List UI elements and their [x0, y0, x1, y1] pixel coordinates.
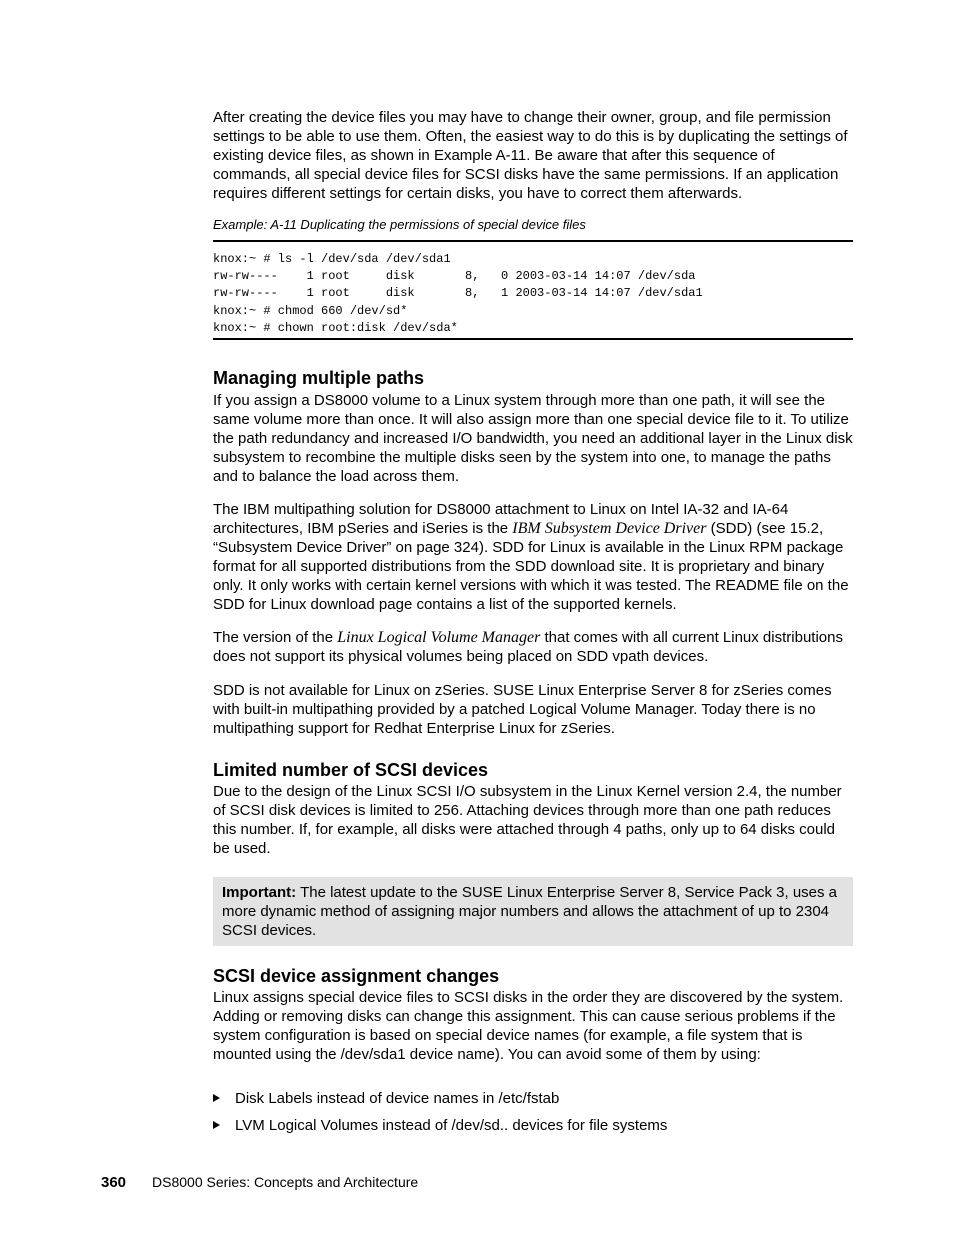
- example-code-box: [213, 240, 853, 340]
- section-heading-scsi-assignment: SCSI device assignment changes: [213, 966, 500, 986]
- section1-body: [213, 391, 853, 486]
- section-heading-managing-paths: Managing multiple paths: [213, 368, 425, 388]
- intro-paragraph-block: [213, 108, 853, 203]
- section1-paragraph-4-block: [213, 681, 853, 738]
- bullet-text: Disk Labels instead of device names in /etc/fstab: [235, 1090, 560, 1107]
- section1-paragraph-4: SDD is not available for Linux on zSeries. SUSE Linux Enterprise Server 8 for zSeries comes with built-in multipathing provided by a patched Logical Volume Manager. Today there is no multipathing support for Redhat Enterprise Linux for zSeries.: [213, 682, 832, 737]
- page-number: 360: [101, 1174, 127, 1191]
- example-caption: Example: A-11 Duplicating the permissions of special device files: [213, 217, 586, 232]
- section1-paragraph-3: [213, 628, 853, 666]
- p3-emphasis: Linux Logical Volume Manager: [337, 629, 541, 646]
- p3-text-a: The version of the: [213, 629, 338, 646]
- important-note-box: [213, 877, 853, 946]
- p2-text-a: The IBM multipathing solution for DS8000 attachment to Linux on Intel IA-32 and IA-64 architectures, IBM pSeries and iSeries is the: [213, 501, 789, 537]
- example-code: knox:~ # ls -l /dev/sda /dev/sda1 rw-rw---- 1 root disk 8, 0 2003-03-14 14:07 /dev/sda rw-rw---- 1 root disk 8, 1 2003-03-14 14:07 /dev/sda1 knox:~ # chmod 660 /dev/sd* knox:~ # chown root:disk /dev/sda*: [213, 252, 703, 335]
- section2-paragraph-1: Due to the design of the Linux SCSI I/O subsystem in the Linux Kernel version 2.4, the number of SCSI disk devices is limited to 256. Attaching devices through more than one path reduces this number. If, for example, all disks were attached through 4 paths, only up to 64 disks could be used.: [213, 783, 842, 857]
- important-label: Important:: [222, 884, 297, 901]
- section1-paragraph-1: If you assign a DS8000 volume to a Linux system through more than one path, it will see the same volume more than once. It will also assign more than one special device file to it. To utilize the path redundancy and increased I/O bandwidth, you need an additional layer in the Linux disk subsystem to recombine the multiple disks seen by the system into one, to manage the paths and to balance the load across them.: [213, 392, 853, 485]
- p3-text-b: that comes with all current Linux distributions does not support its physical volumes being placed on SDD vpath devices.: [213, 629, 843, 665]
- bullet-triangle-icon: [213, 1121, 220, 1129]
- bullet-item: [213, 1116, 667, 1135]
- bullet-triangle-icon: [213, 1094, 220, 1102]
- section2-body: [213, 782, 853, 858]
- p2-text-b: (SDD) (see 15.2, “Subsystem Device Driver” on page 324). SDD for Linux is available in the Linux RPM package format for all supported distributions from the SDD download site. It is proprietary and binary only. It only works with certain kernel versions with which it was tested. The README file on the SDD for Linux download page contains a list of the supported kernels.: [213, 520, 849, 613]
- intro-paragraph: After creating the device files you may have to change their owner, group, and file permission settings to be able to use them. Often, the easiest way to do this is by duplicating the settings of existing device files, as shown in Example A-11. Be aware that after this sequence of commands, all special device files for SCSI disks have the same permissions. If an application requires different settings for certain disks, you have to correct them afterwards.: [213, 109, 848, 202]
- p2-emphasis: IBM Subsystem Device Driver: [512, 520, 707, 537]
- section1-paragraph-2: [213, 500, 853, 614]
- bullet-text: LVM Logical Volumes instead of /dev/sd.. devices for file systems: [235, 1117, 668, 1134]
- book-title: DS8000 Series: Concepts and Architecture: [152, 1174, 419, 1190]
- section3-body: [213, 988, 853, 1064]
- bullet-item: [213, 1089, 559, 1108]
- section-heading-limited-scsi: Limited number of SCSI devices: [213, 760, 489, 780]
- page-footer: [101, 1173, 418, 1192]
- important-text: The latest update to the SUSE Linux Enterprise Server 8, Service Pack 3, uses a more dynamic method of assigning major numbers and allows the attachment of up to 2304 SCSI devices.: [222, 884, 838, 939]
- section3-paragraph-1: Linux assigns special device files to SCSI disks in the order they are discovered by the system. Adding or removing disks can change this assignment. This can cause serious problems if the system configuration is based on special device names (for example, a file system that is mounted using the /dev/sda1 device name). You can avoid some of them by using:: [213, 989, 844, 1063]
